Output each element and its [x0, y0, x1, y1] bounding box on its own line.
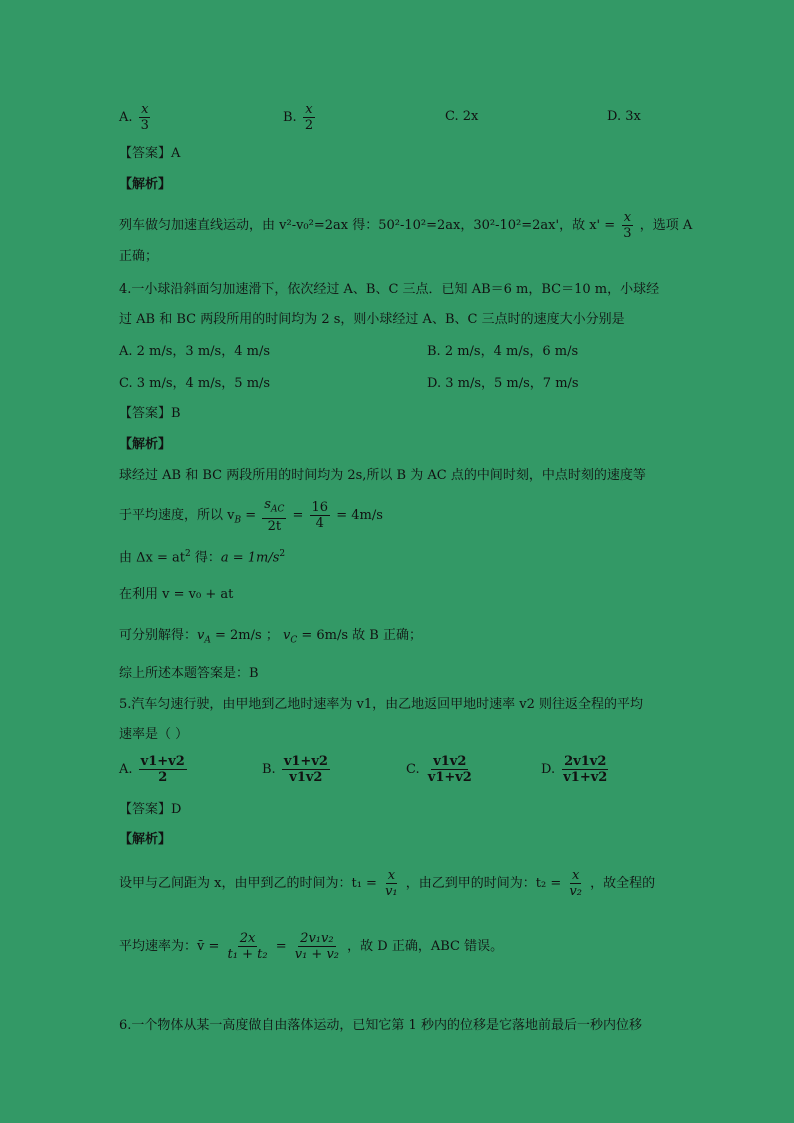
q4-option-a: A. 2 m/s，3 m/s，4 m/s [119, 344, 270, 359]
q4-analysis-line3: 由 $\Delta x = at^2$ 得：$a = 1m/s^2$ [119, 549, 286, 566]
q5-stem-line1: 5.汽车匀速行驶，由甲地到乙地时速率为 v1，由乙地返回甲地时速率 v2 则往返全程的平均 [119, 697, 644, 712]
q4-analysis-line4: 在利用 v = v₀ + at [119, 587, 234, 602]
q4-option-b: B. 2 m/s，4 m/s，6 m/s [427, 344, 579, 359]
q6-stem-line1: 6.一个物体从某一高度做自由落体运动，已知它第 1 秒内的位移是它落地前最后一秒内位移 [119, 1018, 642, 1033]
q3-analysis-label: 【解析】 [119, 177, 172, 192]
q4-option-c: C. 3 m/s，4 m/s，5 m/s [119, 376, 271, 391]
q3-analysis-line2: 正确； [119, 249, 159, 264]
q5-answer: 【答案】D [119, 802, 182, 817]
q4-option-d: D. 3 m/s，5 m/s，7 m/s [427, 376, 579, 391]
q4-analysis-line5: 可分别解得：$v_A = 2m/s$ ； $v_C = 6m/s$ 故 B 正确； [119, 628, 422, 646]
q3-answer: 【答案】A [119, 146, 181, 161]
q5-analysis-label: 【解析】 [119, 832, 172, 847]
q5-option-c: C. $\frac{v1v2}{v1+v2}$ [406, 754, 472, 785]
q5-option-d: D. $\frac{2v1v2}{v1+v2}$ [541, 754, 608, 785]
q3-option-a: A. $\frac{x}{3}$ [119, 102, 149, 133]
q4-stem-line2: 过 AB 和 BC 两段所用的时间均为 2 s，则小球经过 A、B、C 三点时的速度大小分别是 [119, 312, 625, 327]
q5-analysis-line2: 平均速率为：v̄ = $\frac{2x}{\text{t₁ + t₂}}$ = $\frac{\text{2v₁v₂}}{\text{v₁ + v₂}}$ ，故 D 正确，ABC 错误。 [119, 931, 504, 962]
q4-analysis-line6: 综上所述本题答案是：B [119, 666, 259, 681]
q4-analysis-line2: 于平均速度，所以 $v_B$ = $\frac{s_{AC}}{2t}$ = $\frac{16}{4}$ = 4m/s [119, 497, 383, 534]
q3-analysis-line1: 列车做匀加速直线运动，由 v²-v₀²=2ax 得：50²-10²=2ax，30²-10²=2ax'，故 x' = $\frac{x}{3}$ ，选项 A [119, 210, 693, 241]
q3-option-d: D. 3x [607, 109, 641, 124]
q4-analysis-label: 【解析】 [119, 437, 172, 452]
q3-option-c: C. 2x [445, 109, 479, 124]
q4-answer: 【答案】B [119, 406, 181, 421]
q5-analysis-line1: 设甲与乙间距为 x，由甲到乙的时间为：t₁ = $\frac{x}{\text{v₁}}$ ，由乙到甲的时间为：t₂ = $\frac{x}{\text{v₂}}$ ，故全程的 [119, 868, 656, 899]
q5-stem-line2: 速率是（ ） [119, 727, 189, 742]
q4-stem-line1: 4.一小球沿斜面匀加速滑下，依次经过 A、B、C 三点．已知 AB＝6 m，BC＝10 m，小球经 [119, 282, 660, 297]
q4-analysis-line1: 球经过 AB 和 BC 两段所用的时间均为 2s,所以 B 为 AC 点的中间时刻，中点时刻的速度等 [119, 468, 646, 483]
q5-option-a: A. $\frac{v1+v2}{2}$ [119, 754, 185, 785]
q3-option-b: B. $\frac{x}{2}$ [283, 102, 314, 133]
q5-option-b: B. $\frac{v1+v2}{v1v2}$ [262, 754, 328, 785]
